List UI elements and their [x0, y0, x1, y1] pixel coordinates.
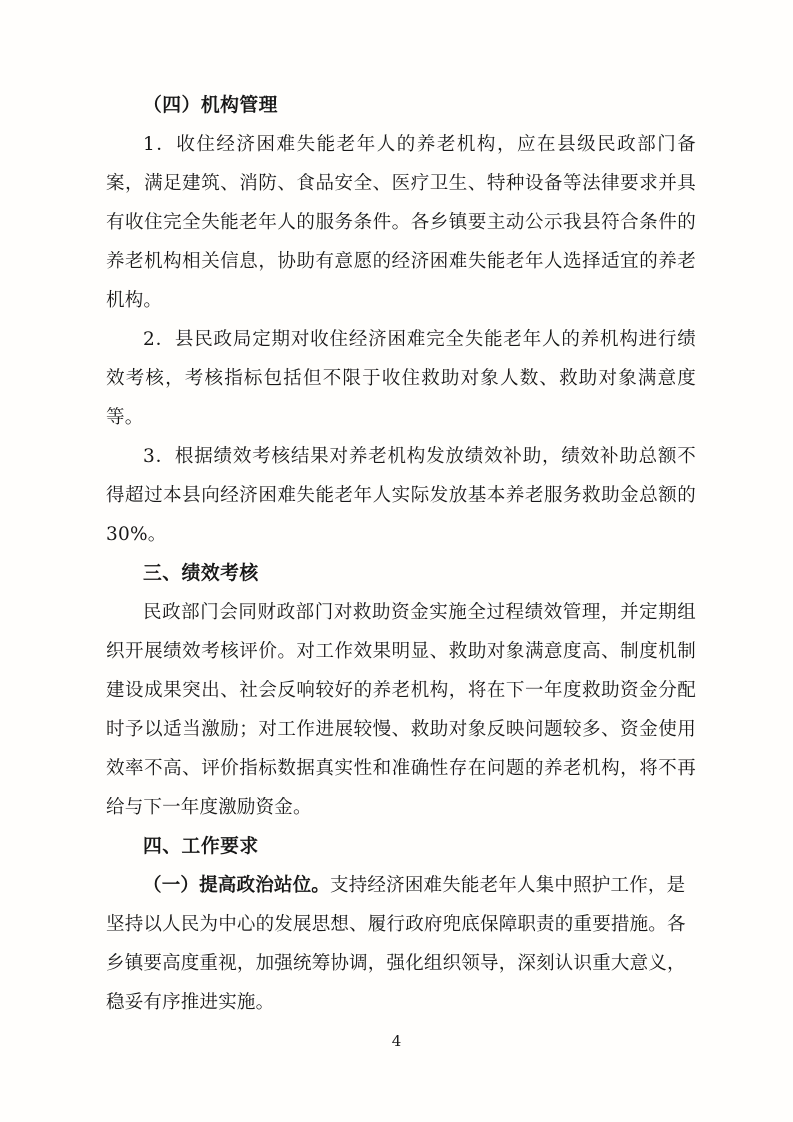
- requirement-1-body: 支持经济困难失能老年人集中照护工作，是坚持以人民为中心的发展思想、履行政府兜底保障职责的重要措施。各乡镇要高度重视，加强统筹协调，强化组织领导，深刻认识重大意义，稳妥有序推进实施。: [106, 875, 686, 1013]
- paragraph-item-3: 3．根据绩效考核结果对养老机构发放绩效补助，绩效补助总额不得超过本县向经济困难失能老年人实际发放基本养老服务救助金总额的 30%。: [106, 446, 696, 545]
- section-heading-performance-review: 三、绩效考核: [143, 562, 259, 584]
- section-heading-institution-management: （四）机构管理: [143, 94, 278, 116]
- paragraph-requirement-1: [106, 866, 696, 1022]
- paragraph-item-2: 2．县民政局定期对收住经济困难完全失能老年人的养机构进行绩效考核，考核指标包括但不限于收住救助对象人数、救助对象满意度等。: [106, 329, 696, 428]
- paragraph-item-1: 1．收住经济困难失能老年人的养老机构，应在县级民政部门备案，满足建筑、消防、食品安全、医疗卫生、特种设备等法律要求并具有收住完全失能老年人的服务条件。各乡镇要主动公示我县符合条件的养老机构相关信息，协助有意愿的经济困难失能老年人选择适宜的养老机构。: [106, 134, 696, 311]
- paragraph-performance-review-body: 民政部门会同财政部门对救助资金实施全过程绩效管理，并定期组织开展绩效考核评价。对工作效果明显、救助对象满意度高、制度机制建设成果突出、社会反响较好的养老机构，将在下一年度救助资金分配时予以适当激励；对工作进展较慢、救助对象反映问题较多、资金使用效率不高、评价指标数据真实性和准确性存在问题的养老机构，将不再给与下一年度激励资金。: [106, 602, 696, 818]
- page-number: 4: [391, 1032, 402, 1050]
- section-heading-work-requirements: 四、工作要求: [143, 835, 259, 857]
- requirement-1-lead: （一）提高政治站位。: [143, 875, 331, 896]
- document-body: [106, 86, 696, 1022]
